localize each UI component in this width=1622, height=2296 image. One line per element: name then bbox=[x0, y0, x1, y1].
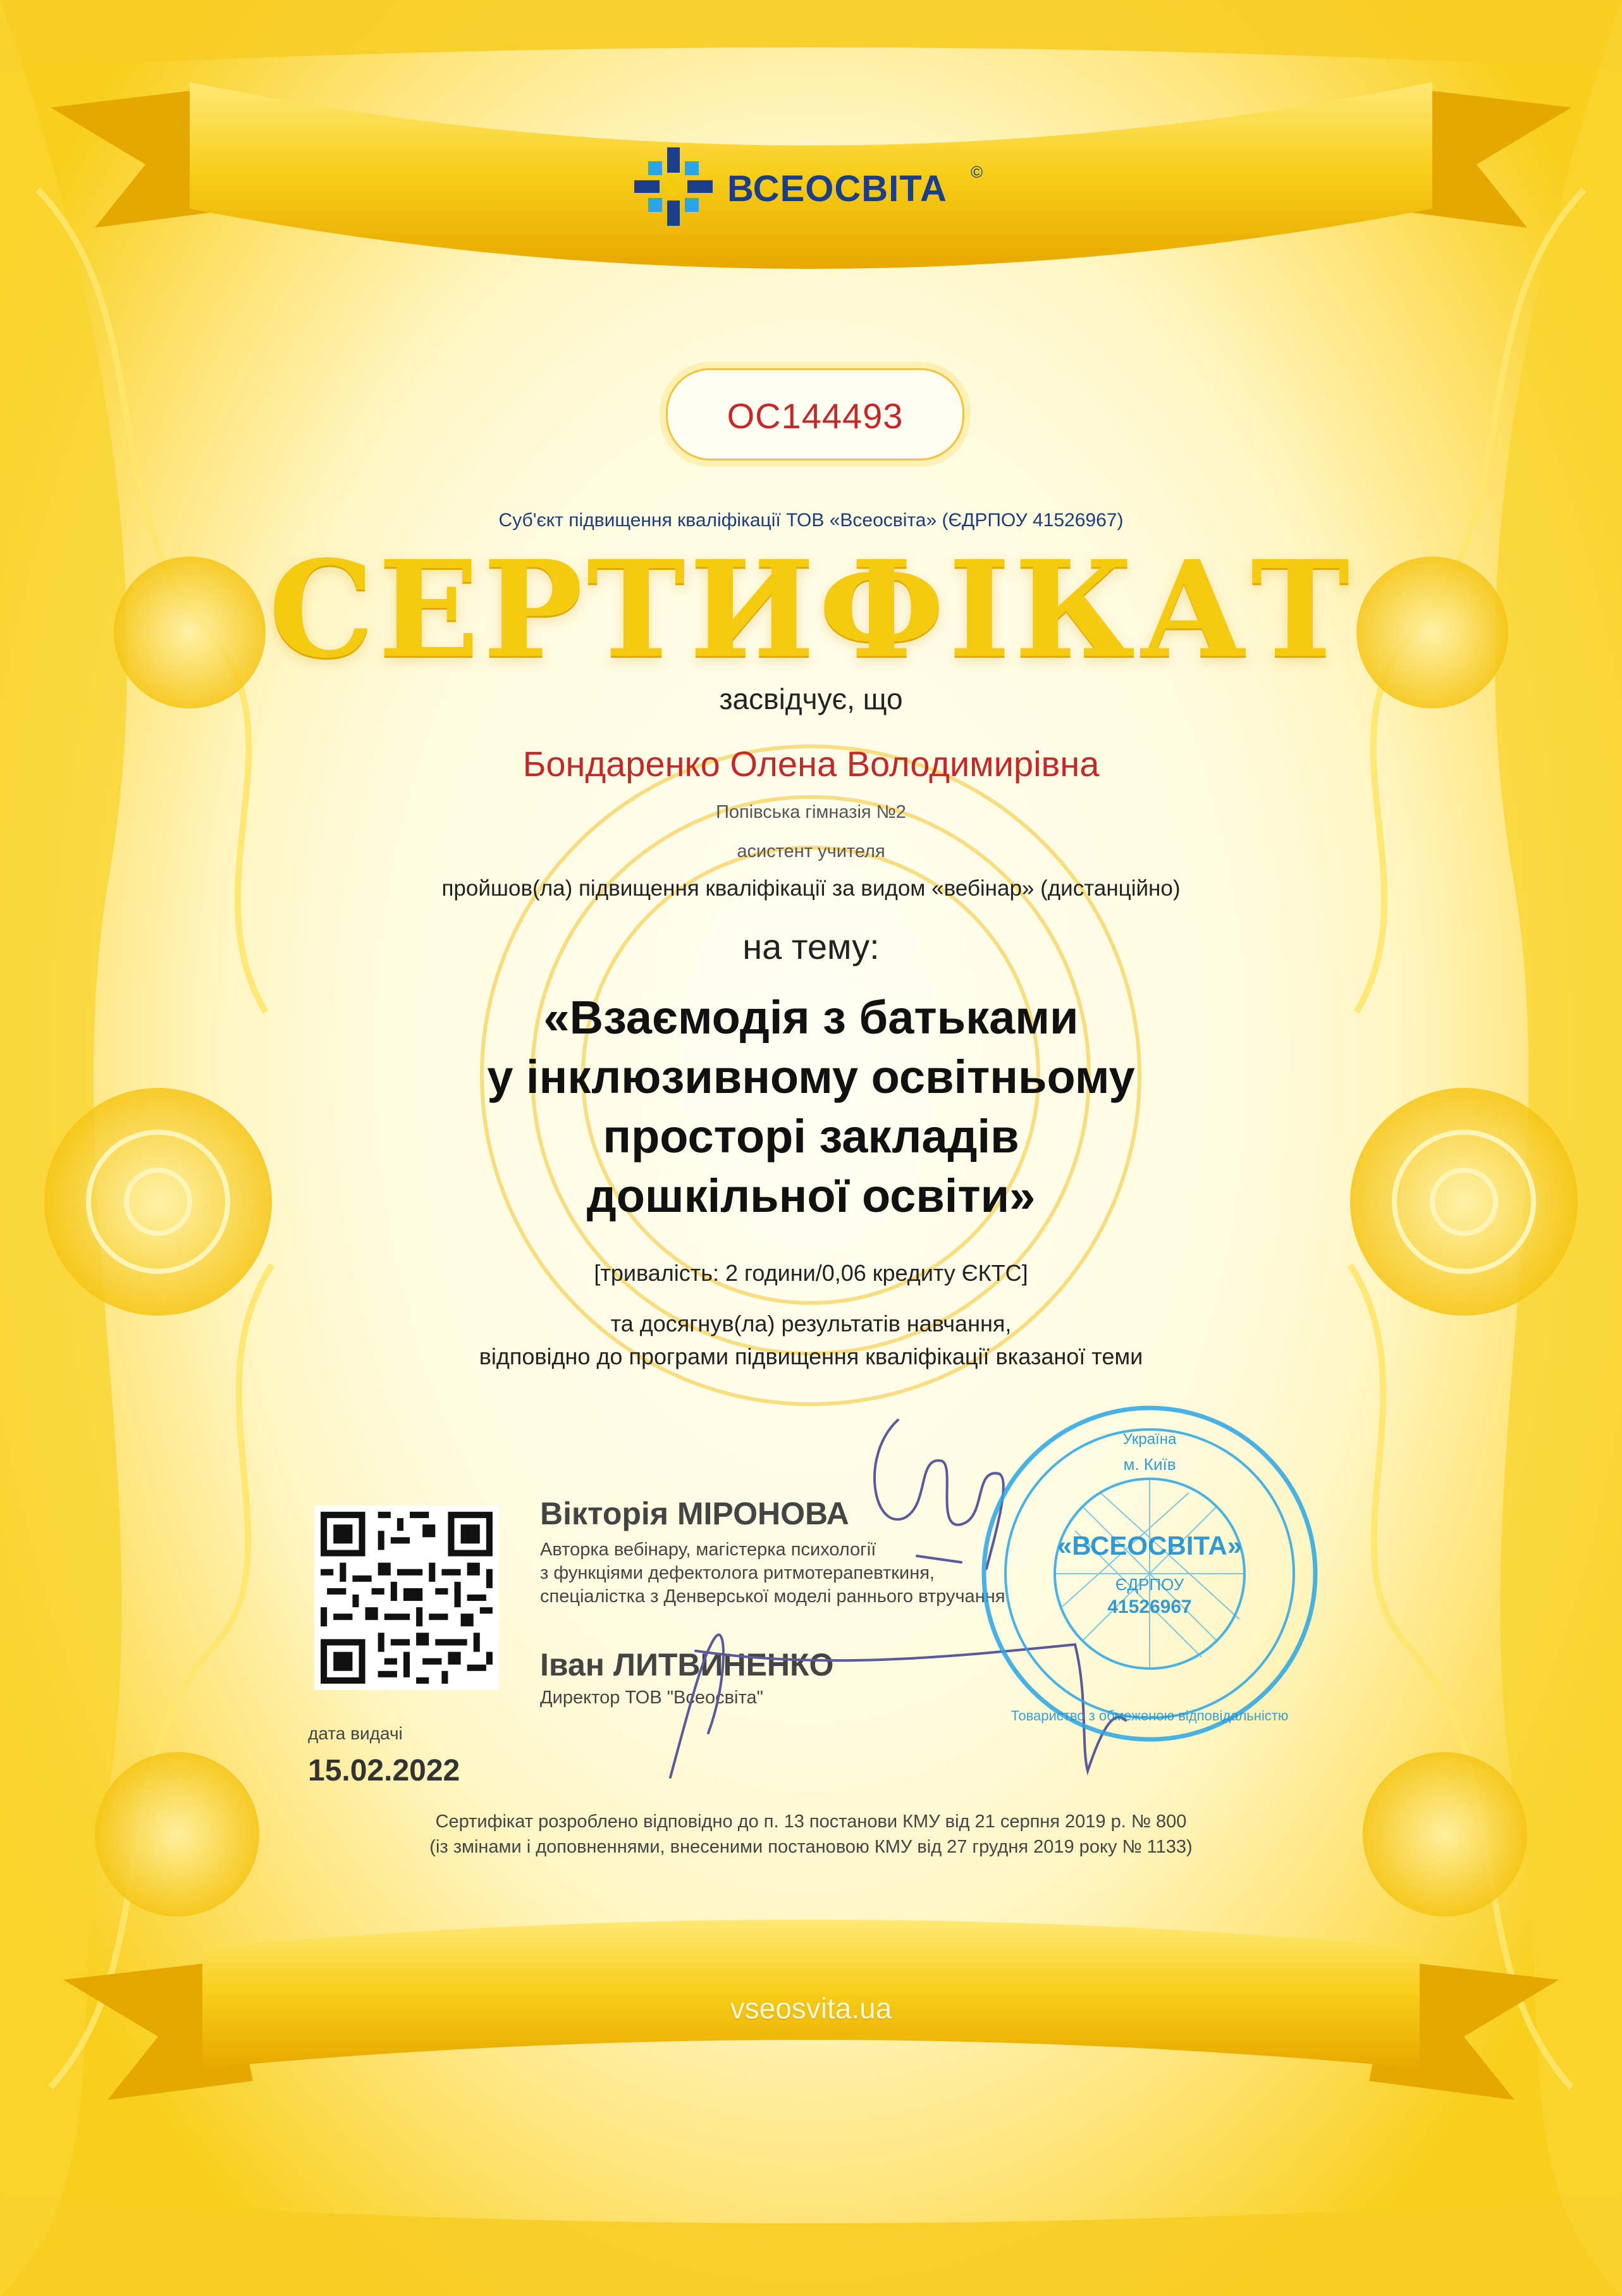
description-line: спеціалістка з Денверської моделі раннього втручання bbox=[540, 1586, 1005, 1607]
signatory-director-title: Директор ТОВ "Всеосвіта" bbox=[540, 1688, 763, 1708]
logo-text: ВСЕОСВІТА bbox=[727, 168, 947, 209]
achievement-line: відповідно до програми підвищення кваліфікації вказаної теми bbox=[479, 1343, 1143, 1369]
serial-number: ОС144493 bbox=[727, 396, 904, 436]
achievement-line: та досягнув(ла) результатів навчання, bbox=[610, 1311, 1012, 1336]
topic-title bbox=[0, 988, 1622, 1226]
description-line: Авторка вебінару, магістерка психології bbox=[540, 1540, 876, 1560]
issue-date: 15.02.2022 bbox=[308, 1754, 460, 1787]
training-type: пройшов(ла) підвищення кваліфікації за видом «вебінар» (дистанційно) bbox=[441, 876, 1181, 901]
logo bbox=[629, 142, 1009, 225]
ornament-star-icon bbox=[629, 142, 718, 231]
signatory-director-name: Іван ЛИТВИНЕНКО bbox=[540, 1647, 834, 1682]
signatory-author-description bbox=[540, 1538, 1005, 1608]
stamp-city: м. Київ bbox=[1123, 1455, 1176, 1474]
stamp-country: Україна bbox=[1122, 1431, 1177, 1448]
stamp-code: 41526967 bbox=[1107, 1596, 1192, 1617]
issue-date-label: дата видачі bbox=[308, 1724, 403, 1743]
topic-line: дошкільної освіти» bbox=[586, 1170, 1036, 1222]
serial-number-badge bbox=[666, 368, 964, 460]
topic-label: на тему: bbox=[742, 927, 880, 966]
recipient-position: асистент учителя bbox=[737, 841, 885, 861]
achievement-text bbox=[0, 1307, 1622, 1373]
signatory-author-name: Вікторія МІРОНОВА bbox=[540, 1496, 849, 1531]
issuer-subject: Суб'єкт підвищення кваліфікації ТОВ «Всеосвіта» (ЄДРПОУ 41526967) bbox=[498, 510, 1124, 531]
recipient-name: Бондаренко Олена Володимирівна bbox=[522, 744, 1100, 784]
duration: [тривалість: 2 години/0,06 кредиту ЄКТС] bbox=[594, 1260, 1028, 1286]
recipient-school: Попівська гімназія №2 bbox=[716, 802, 906, 822]
certificate-title: СЕРТИФІКАТ bbox=[268, 531, 1354, 688]
copyright-mark: © bbox=[971, 163, 983, 182]
description-line: з функціями дефектолога ритмотерапевткиня, bbox=[540, 1563, 935, 1583]
legal-footnote bbox=[0, 1809, 1622, 1860]
footnote-line: (із змінами і доповненнями, внесеними постановою КМУ від 27 грудня 2019 року № 1133) bbox=[429, 1837, 1193, 1857]
topic-line: просторі закладів bbox=[603, 1110, 1019, 1163]
topic-line: у інклюзивному освітньому bbox=[487, 1051, 1135, 1103]
stamp-outer-ring: Товариство з обмеженою відповідальністю bbox=[1011, 1708, 1289, 1724]
website-link[interactable]: vseosvita.ua bbox=[730, 1992, 892, 2025]
certifies-text: засвідчує, що bbox=[719, 682, 903, 715]
stamp-center-text: «ВСЕОСВІТА» bbox=[1057, 1531, 1243, 1560]
stamp-code-label: ЄДРПОУ bbox=[1115, 1575, 1184, 1594]
footnote-line: Сертифікат розроблено відповідно до п. 13 постанови КМУ від 21 серпня 2019 р. № 800 bbox=[435, 1811, 1187, 1832]
qr-code[interactable] bbox=[314, 1505, 499, 1690]
topic-line: «Взаємодія з батьками bbox=[543, 991, 1079, 1044]
